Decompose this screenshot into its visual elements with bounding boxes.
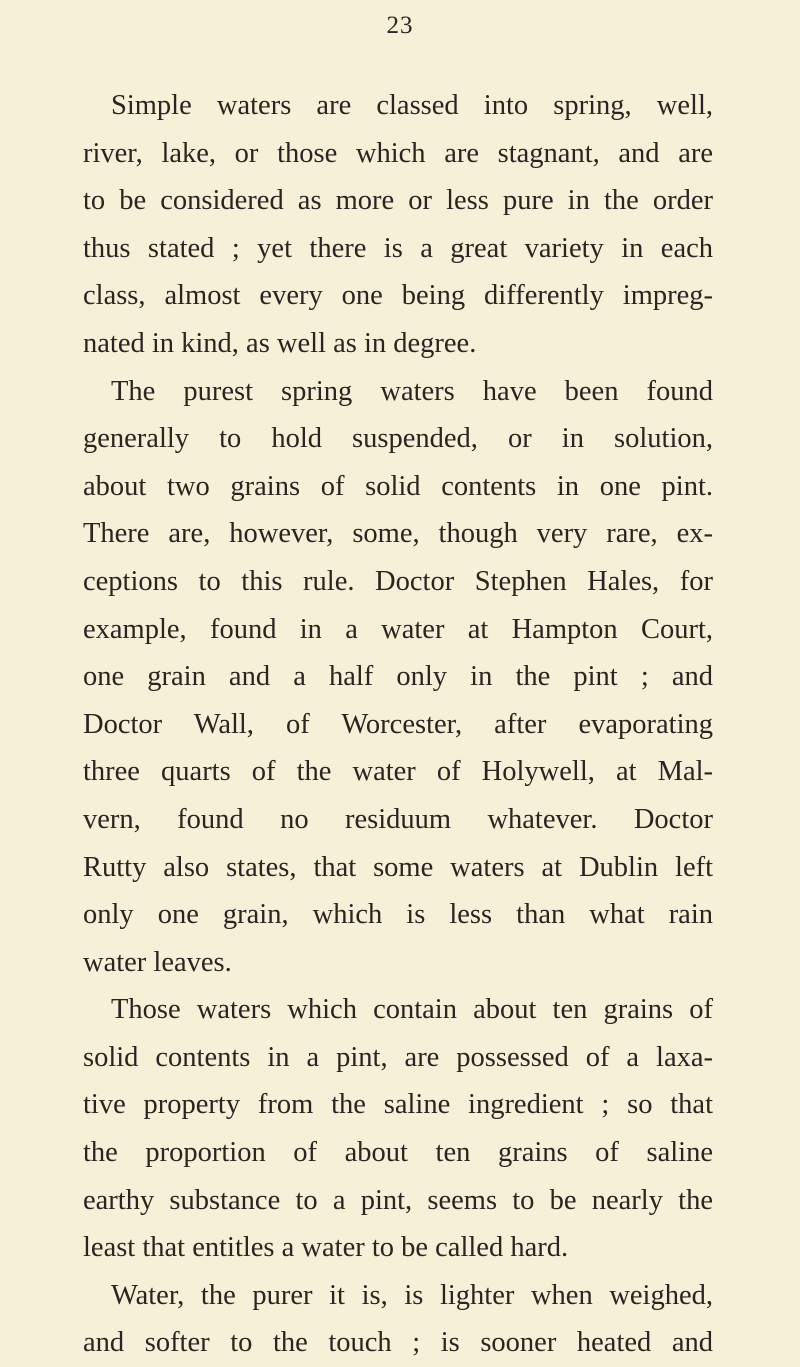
text-line: Those waters which contain about ten grains of <box>111 994 713 1026</box>
text-line: vern, found no residuum whatever. Doctor <box>83 803 713 835</box>
text-line: river, lake, or those which are stagnant, and are <box>83 137 713 169</box>
text-line: class, almost every one being differently impreg- <box>83 280 713 312</box>
text-line: and softer to the touch ; is sooner heated and <box>83 1327 713 1359</box>
text-line: to be considered as more or less pure in the order <box>83 185 713 217</box>
text-line: tive property from the saline ingredient ; so that <box>83 1089 713 1121</box>
text-line: water leaves. <box>83 946 232 978</box>
text-line: one grain and a half only in the pint ; and <box>83 661 713 693</box>
text-line: thus stated ; yet there is a great variety in each <box>83 232 713 264</box>
page-number: 23 <box>386 12 414 39</box>
text-line: generally to hold suspended, or in solution, <box>83 423 713 455</box>
text-line: The purest spring waters have been found <box>111 375 713 407</box>
text-line: Simple waters are classed into spring, well, <box>111 90 713 121</box>
text-line: solid contents in a pint, are possessed of a laxa- <box>83 1041 713 1073</box>
text-line: ceptions to this rule. Doctor Stephen Hales, for <box>83 565 713 597</box>
text-line: least that entitles a water to be called hard. <box>83 1232 569 1264</box>
text-line: There are, however, some, though very rare, ex- <box>83 518 713 550</box>
text-line: Doctor Wall, of Worcester, after evaporating <box>83 708 713 740</box>
text-line: nated in kind, as well as in degree. <box>83 327 477 359</box>
text-line: earthy substance to a pint, seems to be nearly the <box>83 1184 713 1216</box>
text-line: example, found in a water at Hampton Court, <box>83 613 713 645</box>
text-line: the proportion of about ten grains of saline <box>83 1137 713 1169</box>
text-line: about two grains of solid contents in one pint. <box>83 470 713 502</box>
body-text <box>83 82 713 1367</box>
text-line: Rutty also states, that some waters at Dublin left <box>83 851 713 883</box>
text-line: three quarts of the water of Holywell, at Mal- <box>83 756 713 788</box>
text-line: Water, the purer it is, is lighter when weighed, <box>111 1279 713 1311</box>
text-line: only one grain, which is less than what rain <box>83 899 713 931</box>
